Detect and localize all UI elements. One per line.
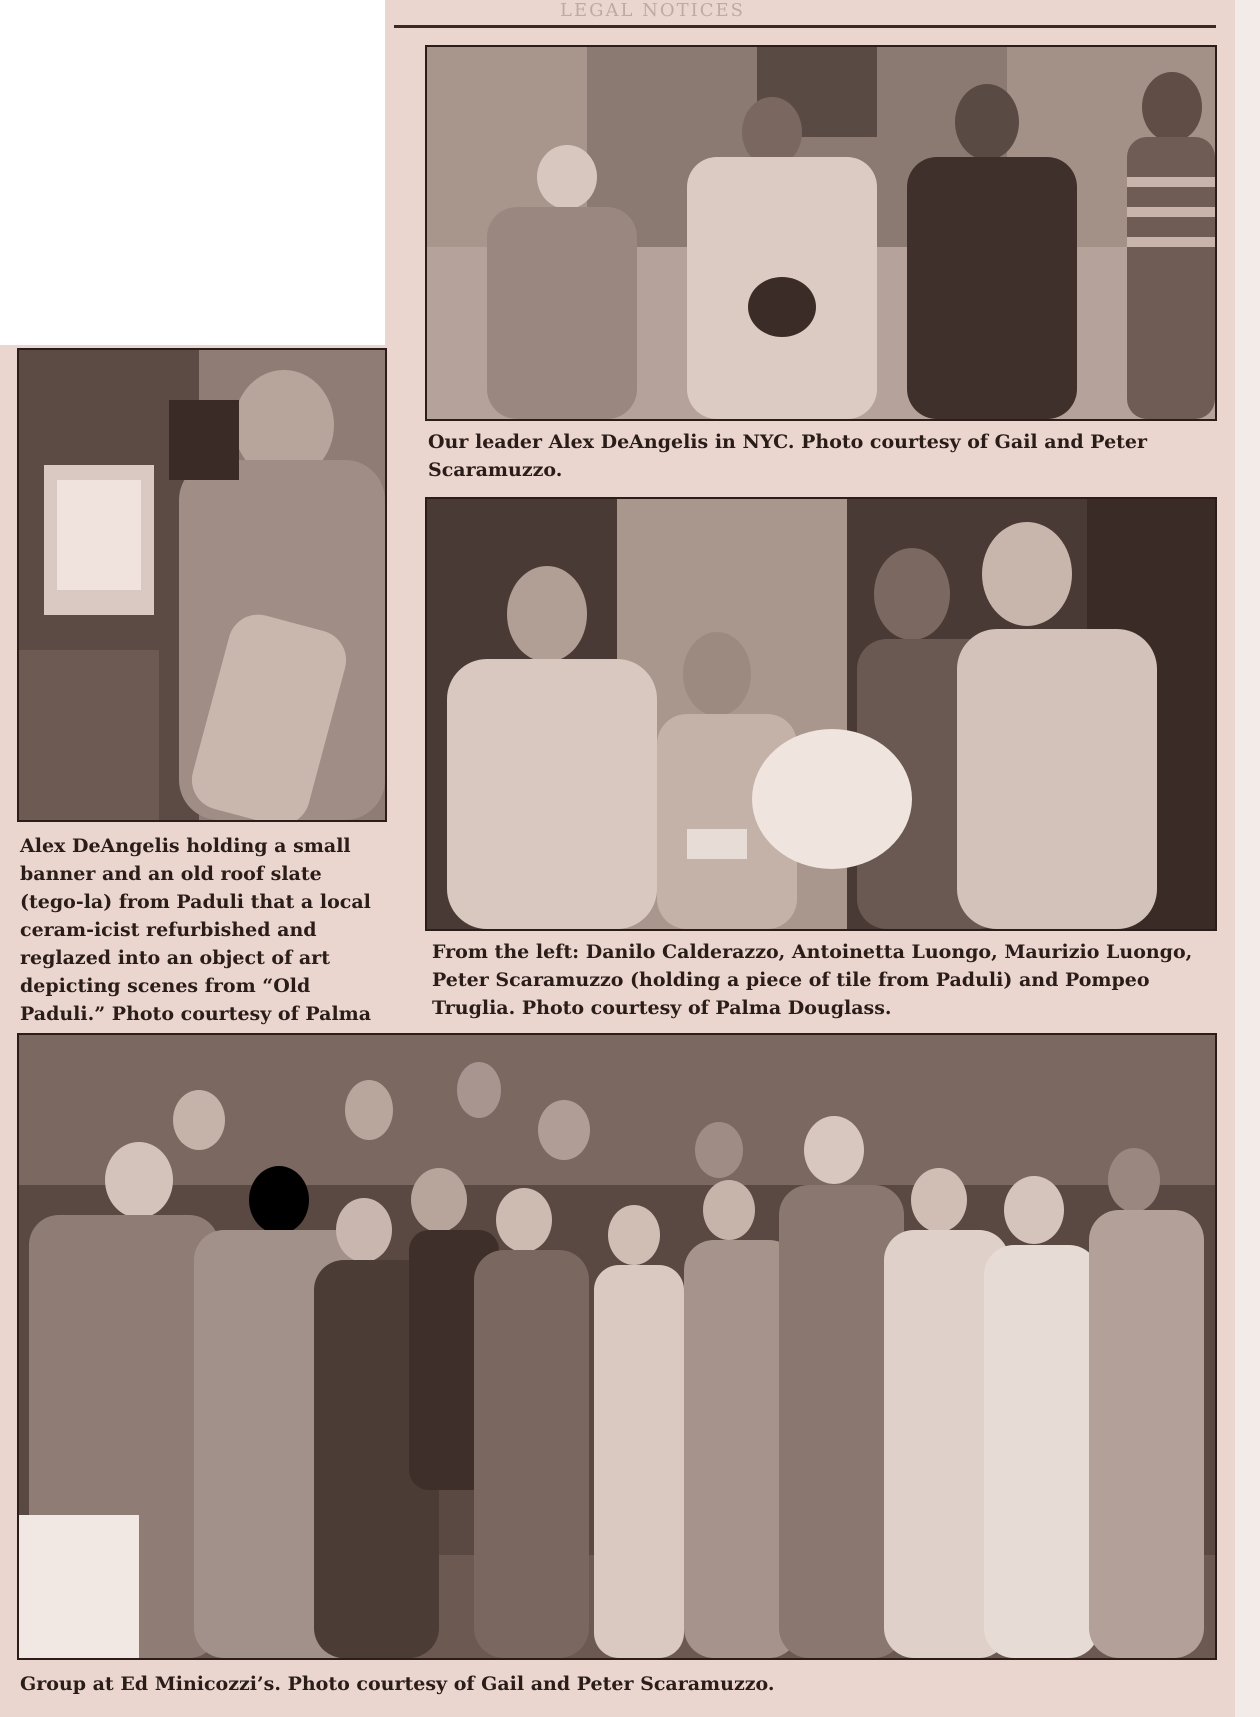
photo-group-image [19, 1035, 1215, 1658]
photo-group [17, 1033, 1217, 1660]
caption-banner: Alex DeAngelis holding a small banner and an old roof slate (tego-la) from Paduli that a local ceram-icist refurbished and reglazed into an object of art depicting scenes from “Old Paduli.” Photo courtesy of Palma [20, 835, 372, 1025]
photo-nyc-image [427, 47, 1215, 419]
header-rule [394, 25, 1216, 28]
caption-nyc: Our leader Alex DeAngelis in NYC. Photo courtesy of Gail and Peter Scaramuzzo. [428, 431, 1148, 481]
bleed-column [1218, 80, 1238, 980]
photo-nyc [425, 45, 1217, 421]
scan-edge [1235, 0, 1260, 1717]
photo-tile [425, 497, 1217, 931]
scan-margin [0, 0, 385, 345]
caption-tile: From the left: Danilo Calderazzo, Antoinetta Luongo, Maurizio Luongo, Peter Scaramuzzo (holding a piece of tile from Paduli) and Pompeo Truglia. Photo courtesy of Palma Douglass. [432, 941, 1193, 1019]
page-header: LEGAL NOTICES [560, 0, 746, 18]
photo-banner [17, 348, 387, 822]
caption-group: Group at Ed Minicozzi’s. Photo courtesy of Gail and Peter Scaramuzzo. [20, 1673, 775, 1695]
photo-tile-image [427, 499, 1215, 929]
photo-banner-image [19, 350, 385, 820]
